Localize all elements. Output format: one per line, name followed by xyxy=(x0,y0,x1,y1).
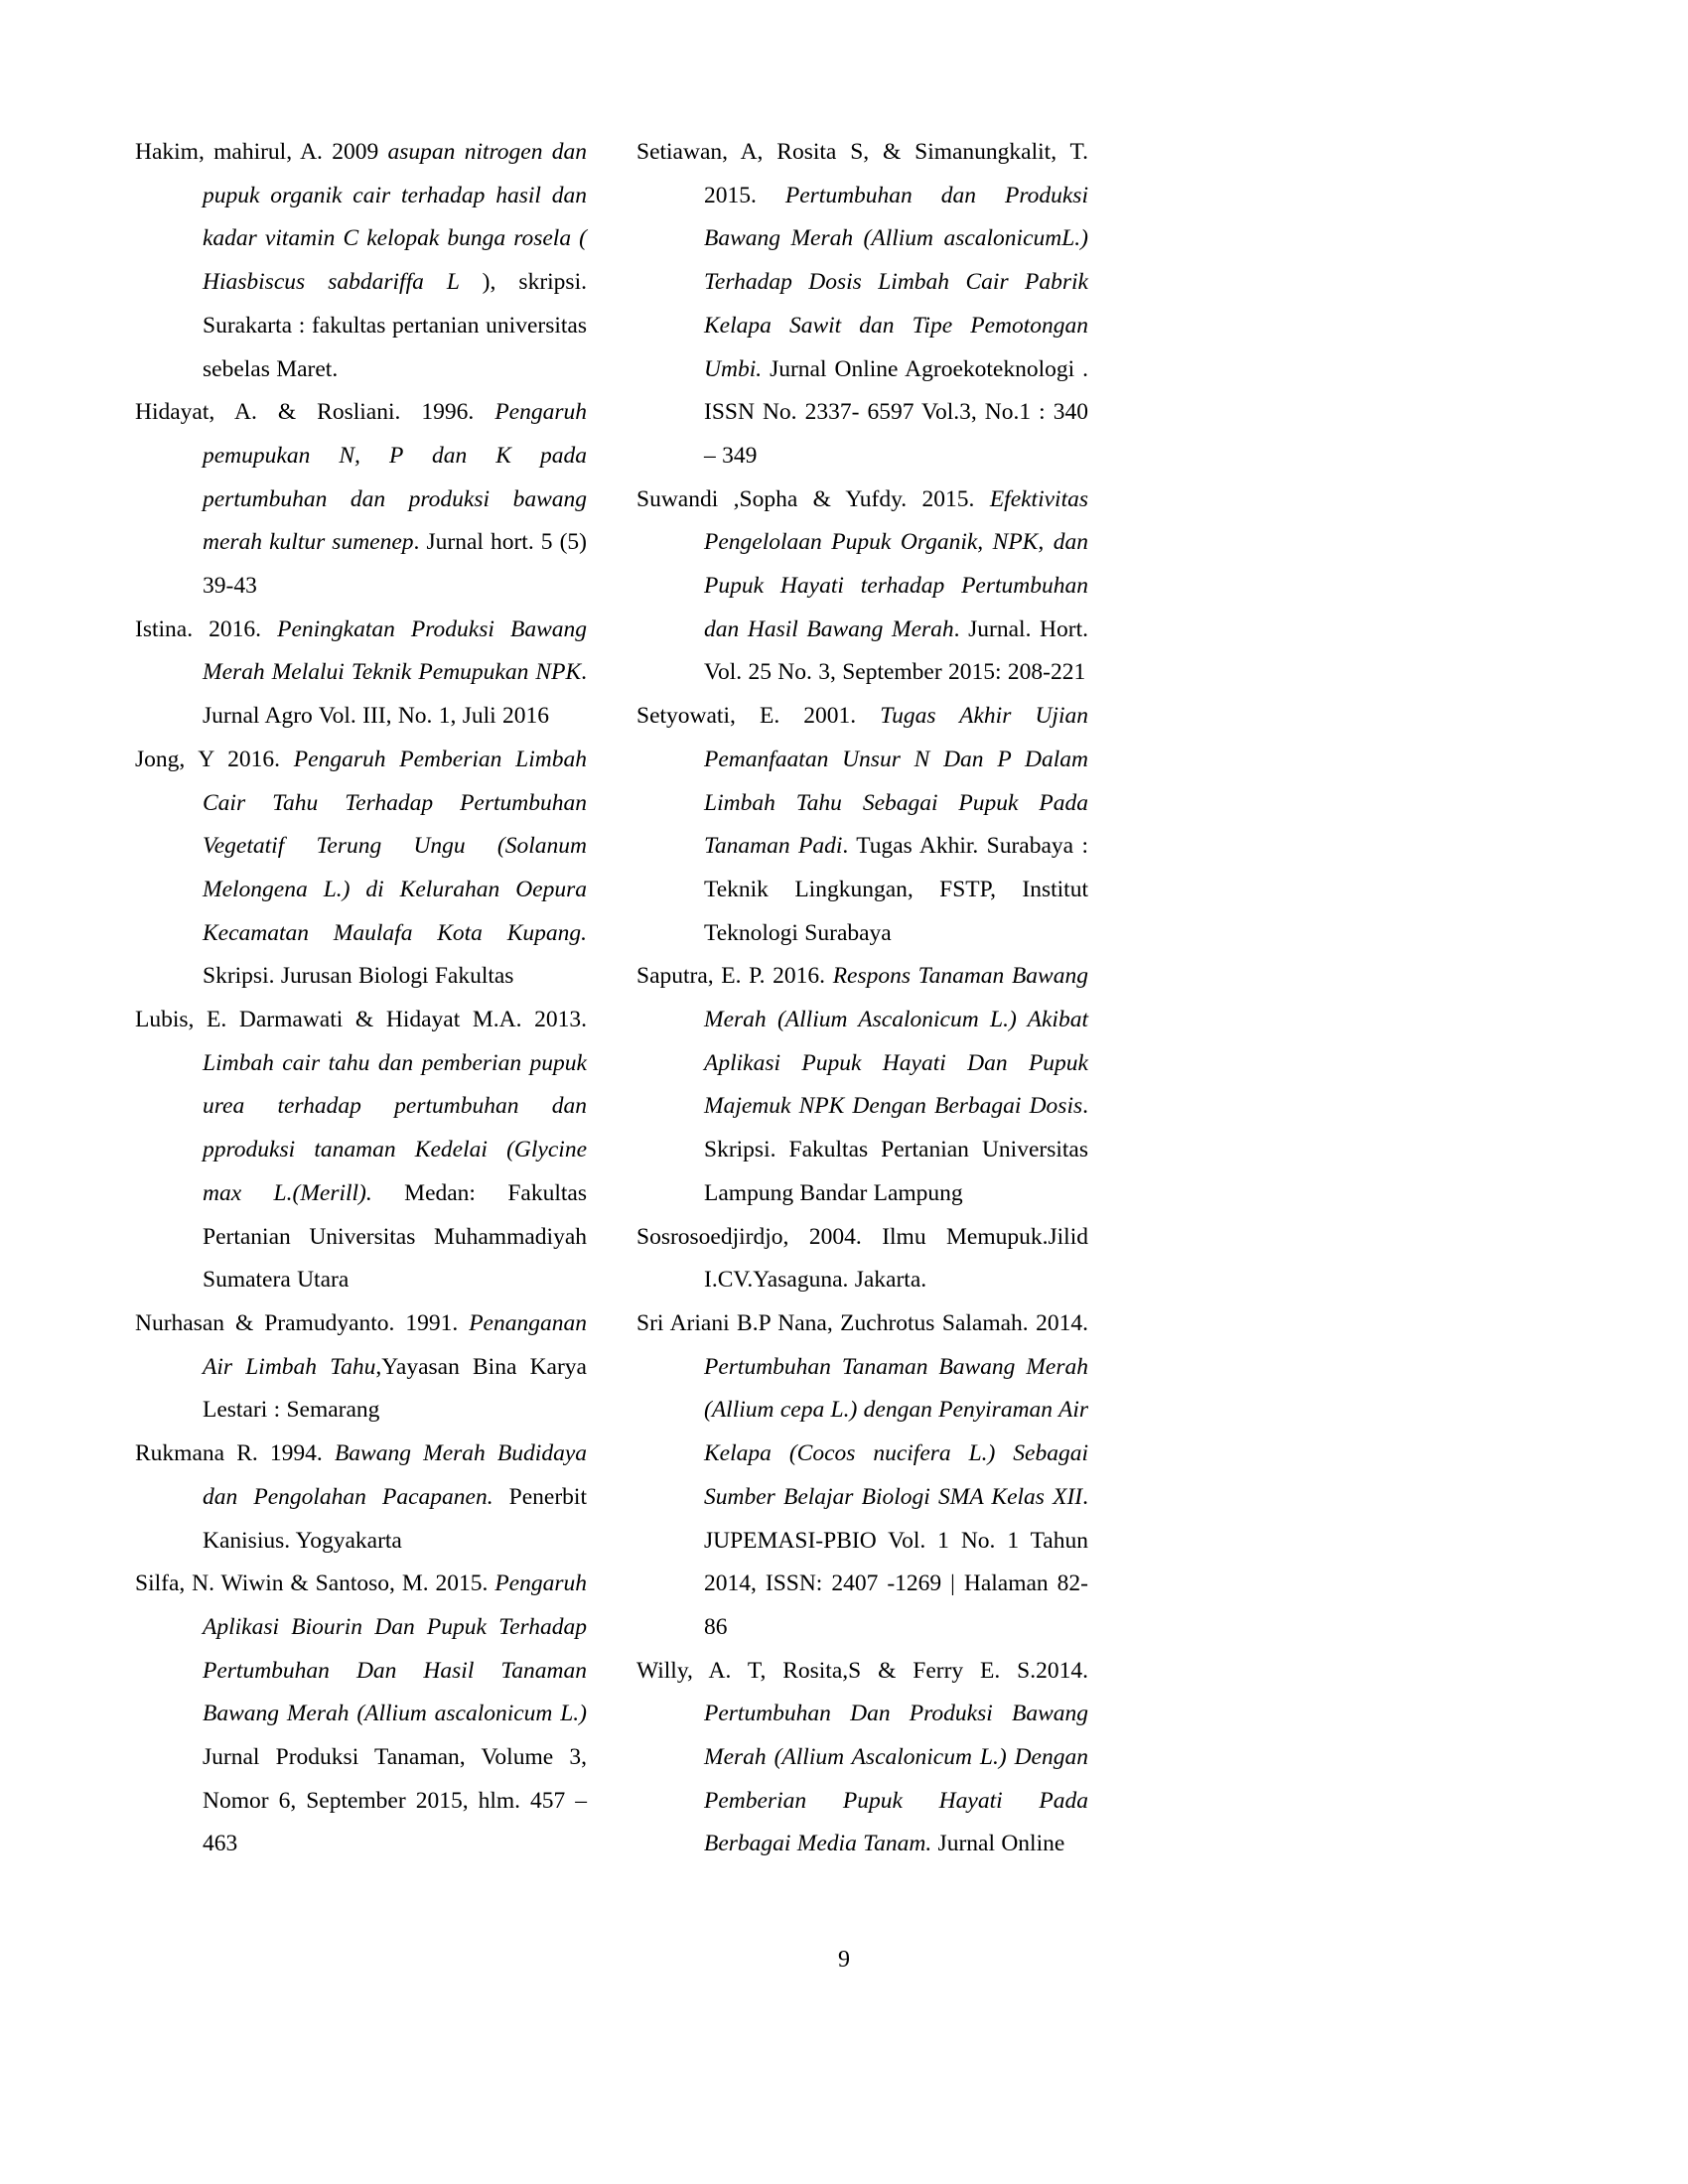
reference-text: Lubis, E. Darmawati & Hidayat M.A. 2013. xyxy=(135,1007,587,1033)
reference-title-italic: Pengaruh Aplikasi Biourin Dan Pupuk Terhadap Pertumbuhan Dan Hasil Tanaman Bawang Merah (Allium ascalonicum L.) xyxy=(203,1570,587,1727)
reference-title-italic: Respons Tanaman Bawang Merah (Allium Ascalonicum L.) Akibat Aplikasi Pupuk Hayati Dan Pupuk Majemuk NPK Dengan Berbagai Dosis xyxy=(704,963,1088,1120)
reference-title-italic: asupan nitrogen dan pupuk organik cair terhadap hasil dan kadar vitamin C kelopak bunga rosela ( Hiasbiscus sabdariffa L xyxy=(203,139,587,296)
reference-text: Willy, A. T, Rosita,S & Ferry E. S.2014. xyxy=(636,1657,1088,1684)
reference-text: Nurhasan & Pramudyanto. 1991. xyxy=(135,1309,470,1336)
reference-title-italic: Pertumbuhan Tanaman Bawang Merah (Allium cepa L.) dengan Penyiraman Air Kelapa (Cocos nucifera L.) Sebagai Sumber Belajar Biologi SMA Kelas XII xyxy=(704,1353,1088,1510)
reference-entry xyxy=(636,1216,1088,1302)
reference-title-italic: Pertumbuhan Dan Produksi Bawang Merah (Allium Ascalonicum L.) Dengan Pemberian Pupuk Hayati Pada Berbagai Media Tanam. xyxy=(704,1701,1088,1857)
reference-entry xyxy=(636,1302,1088,1650)
reference-text: Setiawan, A, Rosita S, & Simanungkalit, T. 2015. xyxy=(636,139,1088,208)
reference-text: Setyowati, E. 2001. xyxy=(636,703,881,730)
reference-title-italic: Pertumbuhan dan Produksi Bawang Merah (Allium ascalonicumL.) Terhadap Dosis Limbah Cair Pabrik Kelapa Sawit dan Tipe Pemotongan Umbi. xyxy=(704,182,1088,382)
reference-entry xyxy=(636,1650,1088,1867)
reference-text: . JUPEMASI-PBIO Vol. 1 No. 1 Tahun 2014, ISSN: 2407 -1269 | Halaman 82-86 xyxy=(704,1483,1088,1640)
reference-entry xyxy=(135,1302,587,1433)
reference-text: Silfa, N. Wiwin & Santoso, M. 2015. xyxy=(135,1570,495,1597)
reference-entry xyxy=(135,1433,587,1563)
reference-entry xyxy=(636,131,1088,478)
reference-title-italic: Efektivitas Pengelolaan Pupuk Organik, NPK, dan Pupuk Hayati terhadap Pertumbuhan dan Hasil Bawang Merah xyxy=(704,485,1088,642)
reference-text: . Jurnal hort. 5 (5) 39-43 xyxy=(203,529,587,600)
reference-text: Sosrosoedjirdjo, 2004. Ilmu Memupuk.Jilid I.CV.Yasaguna. Jakarta. xyxy=(636,1223,1088,1294)
reference-text: Skripsi. Jurusan Biologi Fakultas xyxy=(203,963,514,990)
reference-text: Jurnal Produksi Tanaman, Volume 3, Nomor 6, September 2015, hlm. 457 – 463 xyxy=(203,1744,587,1857)
reference-title-italic: Pengaruh Pemberian Limbah Cair Tahu Terhadap Pertumbuhan Vegetatif Terung Ungu (Solanum Melongena L.) di Kelurahan Oepura Kecamatan Maulafa Kota Kupang. xyxy=(203,746,587,946)
reference-title-italic: Tugas Akhir Ujian Pemanfaatan Unsur N Dan P Dalam Limbah Tahu Sebagai Pupuk Pada Tanaman Padi xyxy=(704,703,1088,860)
reference-text: Jurnal Online xyxy=(931,1831,1065,1857)
reference-text: Medan: Fakultas Pertanian Universitas Muhammadiyah Sumatera Utara xyxy=(203,1179,587,1294)
reference-text: . Jurnal. Hort. Vol. 25 No. 3, September 2015: 208-221 xyxy=(704,615,1089,686)
reference-text: Hidayat, A. & Rosliani. 1996. xyxy=(135,399,495,426)
reference-entry xyxy=(135,391,587,609)
reference-title-italic: Penanganan Air Limbah Tahu xyxy=(203,1309,587,1380)
reference-title-italic: Pengaruh pemupukan N, P dan K pada pertumbuhan dan produksi bawang merah kultur sumenep xyxy=(203,399,587,556)
references-content-area xyxy=(135,131,1555,1866)
reference-entry xyxy=(135,739,587,999)
right-column xyxy=(636,131,1088,1866)
reference-entry xyxy=(135,999,587,1302)
reference-text: . Tugas Akhir. Surabaya : Teknik Lingkungan, FSTP, Institut Teknologi Surabaya xyxy=(704,833,1088,946)
reference-text: Sri Ariani B.P Nana, Zuchrotus Salamah. 2014. xyxy=(636,1309,1088,1336)
reference-text: . Jurnal Agro Vol. III, No. 1, Juli 2016 xyxy=(203,659,587,730)
reference-text: Penerbit Kanisius. Yogyakarta xyxy=(203,1483,587,1554)
page-number: 9 xyxy=(838,1947,850,1973)
reference-text: Suwandi ,Sopha & Yufdy. 2015. xyxy=(636,485,990,512)
reference-text: . Skripsi. Fakultas Pertanian Universitas Lampung Bandar Lampung xyxy=(704,1093,1088,1206)
reference-text: ), skripsi. Surakarta : fakultas pertanian universitas sebelas Maret. xyxy=(203,269,587,382)
reference-text: Jong, Y 2016. xyxy=(135,746,294,772)
left-column xyxy=(135,131,587,1866)
reference-entry xyxy=(636,955,1088,1215)
reference-text: Rukmana R. 1994. xyxy=(135,1440,335,1467)
reference-title-italic: Peningkatan Produksi Bawang Merah Melalui Teknik Pemupukan NPK xyxy=(203,615,587,686)
reference-title-italic: Limbah cair tahu dan pemberian pupuk urea terhadap pertumbuhan dan pproduksi tanaman Kedelai (Glycine max L.(Merill). xyxy=(203,1049,587,1206)
reference-entry xyxy=(636,695,1088,955)
reference-title-italic: Bawang Merah Budidaya dan Pengolahan Pacapanen. xyxy=(203,1440,588,1510)
reference-entry xyxy=(636,478,1088,696)
reference-entry xyxy=(135,609,587,739)
reference-text: Hakim, mahirul, A. 2009 xyxy=(135,139,388,165)
reference-entry xyxy=(135,1563,587,1866)
reference-text: ,Yayasan Bina Karya Lestari : Semarang xyxy=(203,1353,587,1424)
reference-text: Istina. 2016. xyxy=(135,615,278,642)
reference-entry xyxy=(135,131,587,391)
reference-text: Jurnal Online Agroekoteknologi . ISSN No. 2337- 6597 Vol.3, No.1 : 340 – 349 xyxy=(704,355,1088,469)
reference-text: Saputra, E. P. 2016. xyxy=(636,963,833,990)
